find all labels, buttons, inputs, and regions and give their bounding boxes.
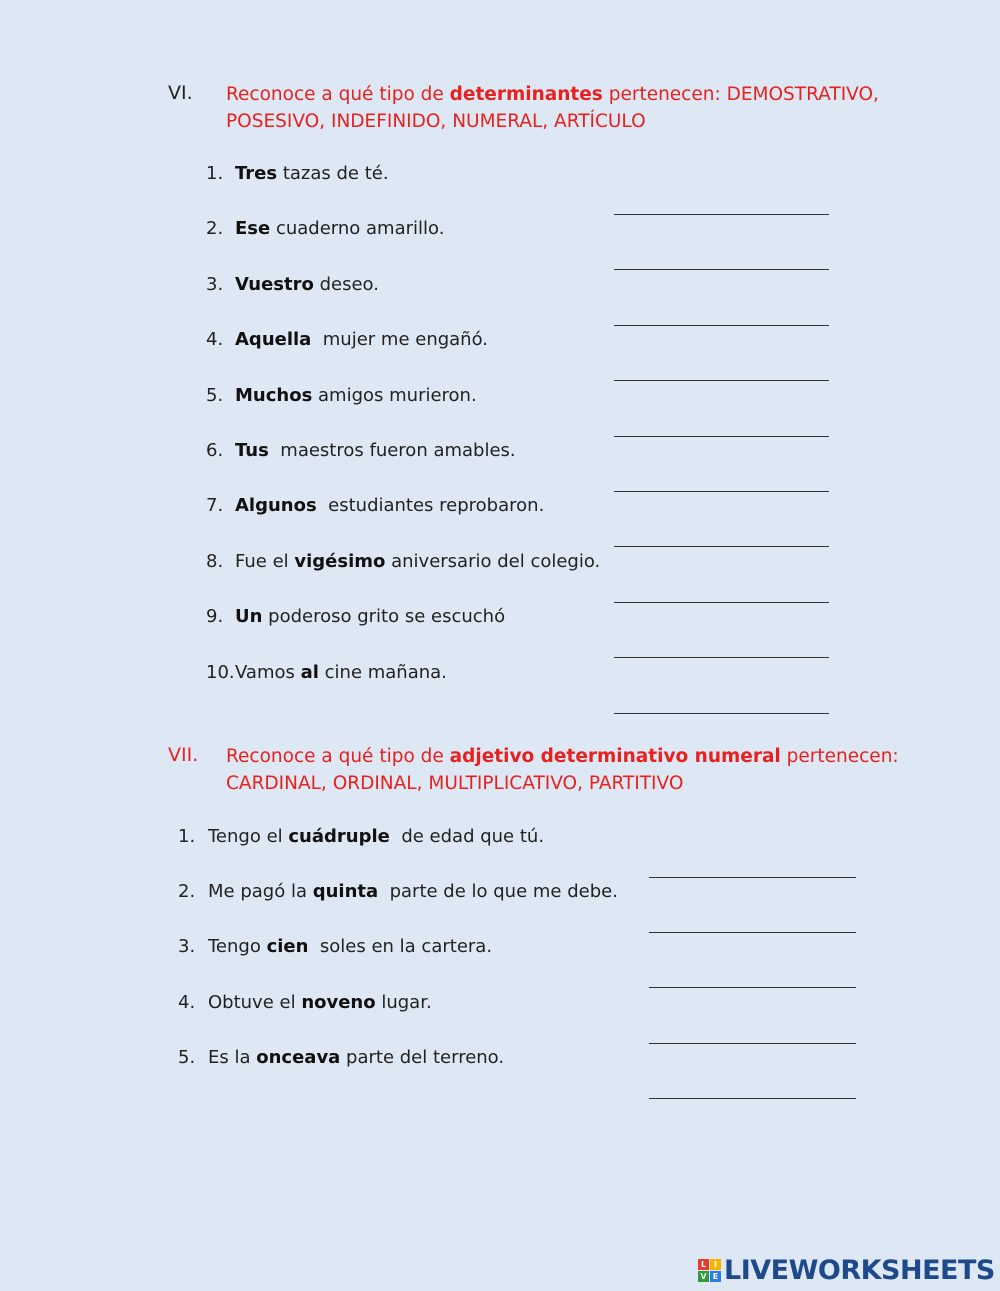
item-text: Es la onceava parte del terreno. (208, 1046, 505, 1068)
item-text: Muchos amigos murieron. (235, 384, 477, 406)
section-7-title (226, 743, 899, 797)
item-text: Tres tazas de té. (235, 163, 389, 184)
section-7-item-4 (178, 992, 432, 1013)
item-text: Un poderoso grito se escuchó (235, 606, 506, 628)
section-6-title-line-2: POSESIVO, INDEFINIDO, NUMERAL, ARTÍCULO (226, 111, 646, 132)
item-number: 3. (178, 936, 196, 958)
item-keyword: quinta (312, 881, 379, 903)
item-text: Vamos al cine mañana. (235, 661, 447, 683)
item-number: 1. (206, 163, 224, 184)
logo-text: LIVEWORKSHEETS (724, 1254, 995, 1286)
logo-mark-tile: L (698, 1259, 709, 1270)
section-7-item-2 (178, 881, 618, 902)
section-6-item-9 (206, 606, 505, 627)
logo-mark-icon (698, 1259, 721, 1282)
item-keyword: Tus (235, 440, 269, 461)
item-number: 4. (206, 329, 224, 351)
section-6-number: VI. (168, 82, 193, 104)
logo-mark-tile: I (710, 1259, 721, 1270)
section-6-title-line-1: Reconoce a qué tipo de determinantes pertenecen: DEMOSTRATIVO, (226, 84, 879, 105)
item-number: 3. (206, 273, 224, 295)
item-number: 2. (206, 218, 224, 240)
section-6-item-3 (206, 274, 379, 295)
section-6-item-1 (206, 163, 389, 184)
section-6-answer-line-9[interactable] (614, 657, 829, 658)
item-number: 8. (206, 550, 224, 572)
item-text: Aquella mujer me engañó. (235, 329, 489, 351)
section-6-answer-line-1[interactable] (614, 214, 829, 215)
item-keyword: Aquella (235, 329, 312, 351)
section-7-title-line-2: CARDINAL, ORDINAL, MULTIPLICATIVO, PARTITIVO (226, 773, 684, 794)
section-6-answer-line-6[interactable] (614, 491, 829, 492)
section-6-answer-line-3[interactable] (614, 325, 829, 326)
item-number: 2. (178, 881, 196, 903)
item-keyword: noveno (301, 991, 376, 1013)
item-text: Ese cuaderno amarillo. (235, 218, 445, 240)
section-7-answer-line-3[interactable] (649, 987, 856, 988)
section-6-item-2 (206, 218, 444, 239)
section-6-answer-line-4[interactable] (614, 380, 829, 381)
section-7-answer-line-2[interactable] (649, 932, 856, 933)
section-7-answer-line-4[interactable] (649, 1043, 856, 1044)
item-number: 9. (206, 606, 224, 628)
item-keyword: Vuestro (235, 273, 314, 295)
item-text: Fue el vigésimo aniversario del colegio. (235, 550, 601, 572)
section-7-title-line-1: Reconoce a qué tipo de adjetivo determinativo numeral pertenecen: (226, 746, 899, 767)
item-keyword: Muchos (235, 384, 313, 406)
item-number: 6. (206, 440, 224, 461)
section-6-answer-line-2[interactable] (614, 269, 829, 270)
logo-mark-tile: V (698, 1271, 709, 1282)
section-6-item-10 (206, 662, 447, 683)
item-keyword: cien (266, 936, 309, 958)
item-text: Algunos estudiantes reprobaron. (235, 495, 545, 517)
item-text: Vuestro deseo. (235, 273, 379, 295)
section-6-answer-line-7[interactable] (614, 546, 829, 547)
liveworksheets-logo (698, 1253, 995, 1287)
item-keyword: Ese (235, 218, 271, 240)
item-text: Tus maestros fueron amables. (235, 440, 516, 461)
item-keyword: vigésimo (294, 550, 386, 572)
item-text: Tengo cien soles en la cartera. (208, 936, 493, 958)
section-6-title (226, 81, 879, 135)
section-6-item-4 (206, 329, 488, 350)
section-7-item-3 (178, 936, 492, 957)
item-text: Tengo el cuádruple de edad que tú. (208, 826, 545, 847)
item-text: Me pagó la quinta parte de lo que me debe. (208, 881, 618, 903)
section-6-answer-line-8[interactable] (614, 602, 829, 603)
item-number: 7. (206, 495, 224, 517)
section-6-item-7 (206, 495, 544, 516)
item-keyword: Un (235, 606, 263, 628)
logo-mark-tile: E (710, 1271, 721, 1282)
section-6-item-5 (206, 385, 477, 406)
item-number: 10. (206, 661, 235, 683)
section-6-item-6 (206, 440, 516, 461)
section-7-item-1 (178, 826, 544, 847)
section-6-item-8 (206, 551, 600, 572)
section-7-answer-line-1[interactable] (649, 877, 856, 878)
item-number: 5. (206, 384, 224, 406)
item-number: 4. (178, 991, 196, 1013)
item-number: 1. (178, 826, 196, 847)
section-7-answer-line-5[interactable] (649, 1098, 856, 1099)
item-keyword: cuádruple (288, 826, 390, 847)
item-keyword: Tres (235, 163, 278, 184)
section-6-answer-line-5[interactable] (614, 436, 829, 437)
item-keyword: onceava (256, 1046, 341, 1068)
item-keyword: Algunos (235, 495, 317, 517)
item-text: Obtuve el noveno lugar. (208, 991, 432, 1013)
section-7-number: VII. (168, 744, 199, 766)
item-keyword: al (300, 661, 319, 683)
item-number: 5. (178, 1046, 196, 1068)
section-6-answer-line-10[interactable] (614, 713, 829, 714)
section-7-item-5 (178, 1047, 504, 1068)
